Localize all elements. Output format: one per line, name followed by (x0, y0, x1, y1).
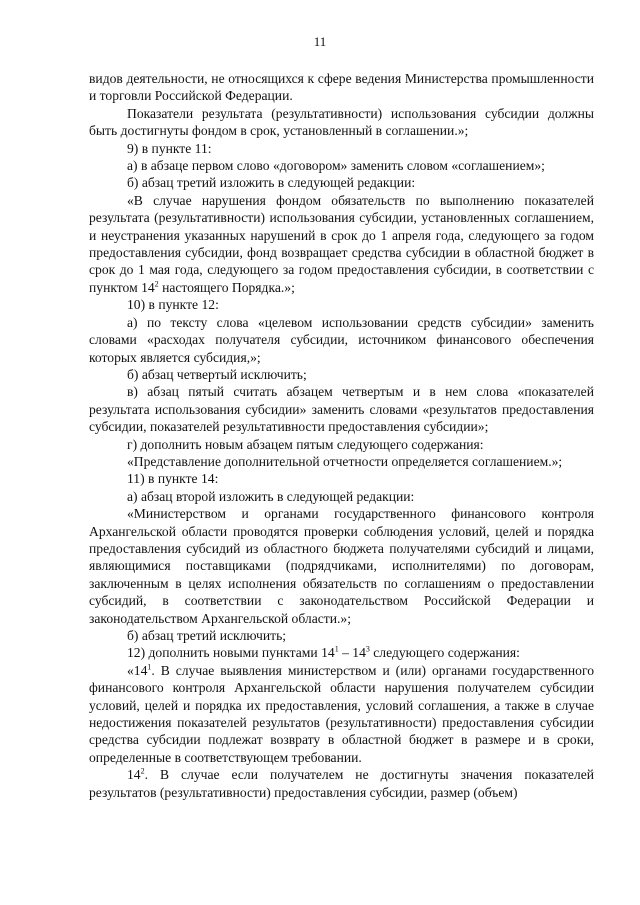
paragraph (89, 644, 594, 661)
text-run: «Представление дополнительной отчетности определяется соглашением.»; (127, 453, 563, 469)
text-run: 9) в пункте 11: (127, 140, 212, 156)
text-run: настоящего Порядка.»; (158, 279, 295, 295)
superscript: 3 (365, 644, 370, 654)
text-run: б) абзац третий изложить в следующей редакции: (127, 175, 416, 191)
superscript: 1 (334, 644, 339, 654)
text-run: следующего содержания: (369, 645, 520, 661)
paragraph (89, 488, 594, 505)
paragraph (89, 314, 594, 366)
paragraph (89, 436, 594, 453)
paragraph (89, 766, 594, 801)
text-run: – 14 (338, 645, 366, 661)
paragraph (89, 140, 594, 157)
text-run: 14 (127, 767, 141, 783)
text-run: . В случае если получателем не достигнуты значения показателей результатов (результативности) предоставления субсидии, размер (объем) (89, 767, 594, 800)
text-run: г) дополнить новым абзацем пятым следующего содержания: (127, 436, 484, 452)
text-run: а) в абзаце первом слово «договором» заменить словом «соглашением»; (127, 158, 545, 174)
text-run: 11) в пункте 14: (127, 471, 219, 487)
page-number: 11 (313, 34, 327, 49)
text-run: 12) дополнить новыми пунктами 14 (127, 645, 335, 661)
superscript: 2 (140, 766, 145, 776)
document-body (89, 70, 594, 801)
superscript: 1 (147, 662, 152, 672)
paragraph (89, 453, 594, 470)
text-run: в) абзац пятый считать абзацем четвертым и в нем слова «показателей результата использования субсидии» заменить словами «результатов предоставления субсидии, показателей результативности предоставления субсидии»; (89, 384, 594, 435)
paragraph (89, 662, 594, 766)
text-run: б) абзац четвертый исключить; (127, 366, 307, 382)
paragraph (89, 627, 594, 644)
text-run: . В случае выявления министерством и (или) органами государственного финансового контроля Архангельской области нарушения получателем субсидии условий, целей и порядка их предоставления, условий соглашения, а также в случае недостижения показателей результатов (результативности) предоставления субсидии средства субсидии подлежат возврату в областной бюджет в размере и в сроки, определенные в соответствующем требовании. (89, 662, 594, 765)
text-run: а) абзац второй изложить в следующей редакции: (127, 488, 415, 504)
paragraph (89, 366, 594, 383)
text-run: «14 (127, 662, 148, 678)
paragraph (89, 157, 594, 174)
text-run: «Министерством и органами государственного финансового контроля Архангельской области проводятся проверки соблюдения условий, целей и порядка предоставления субсидий из областного бюджета получателями субсидий и лицами, являющимися поставщиками (подрядчиками, исполнителями) по договорам, заключенным в целях исполнения обязательств по соглашениям о предоставлении субсидий, в соответствии с законодательством Российской Федерации и законодательством Архангельской области.»; (89, 506, 594, 626)
text-run: Показатели результата (результативности) использования субсидии должны быть достигнуты фондом в срок, установленный в соглашении.»; (89, 105, 594, 139)
paragraph (89, 174, 594, 191)
paragraph (89, 105, 594, 140)
text-run: видов деятельности, не относящихся к сфере ведения Министерства промышленности и торговли Российской Федерации. (89, 71, 594, 104)
text-run: «В случае нарушения фондом обязательств по выполнению показателей результата (результативности) использования субсидии, установленных соглашением, и неустранения указанных нарушений в срок до 1 апреля года, следующего за годом предоставления субсидии, фонд возвращает средства субсидии в областной бюджет в срок до 1 мая года, следующего за годом предоставления субсидии, в соответствии с пунктом 14 (89, 192, 594, 295)
paragraph (89, 70, 594, 105)
text-run: а) по тексту слова «целевом использовании средств субсидии» заменить словами «расходах получателя субсидии, источником финансового обеспечения которых является субсидия,»; (89, 314, 594, 365)
text-run: 10) в пункте 12: (127, 297, 219, 313)
text-run: б) абзац третий исключить; (127, 628, 287, 643)
paragraph (89, 505, 594, 627)
paragraph (89, 470, 594, 487)
superscript: 2 (154, 279, 159, 289)
paragraph (89, 383, 594, 435)
paragraph (89, 192, 594, 296)
paragraph (89, 296, 594, 313)
